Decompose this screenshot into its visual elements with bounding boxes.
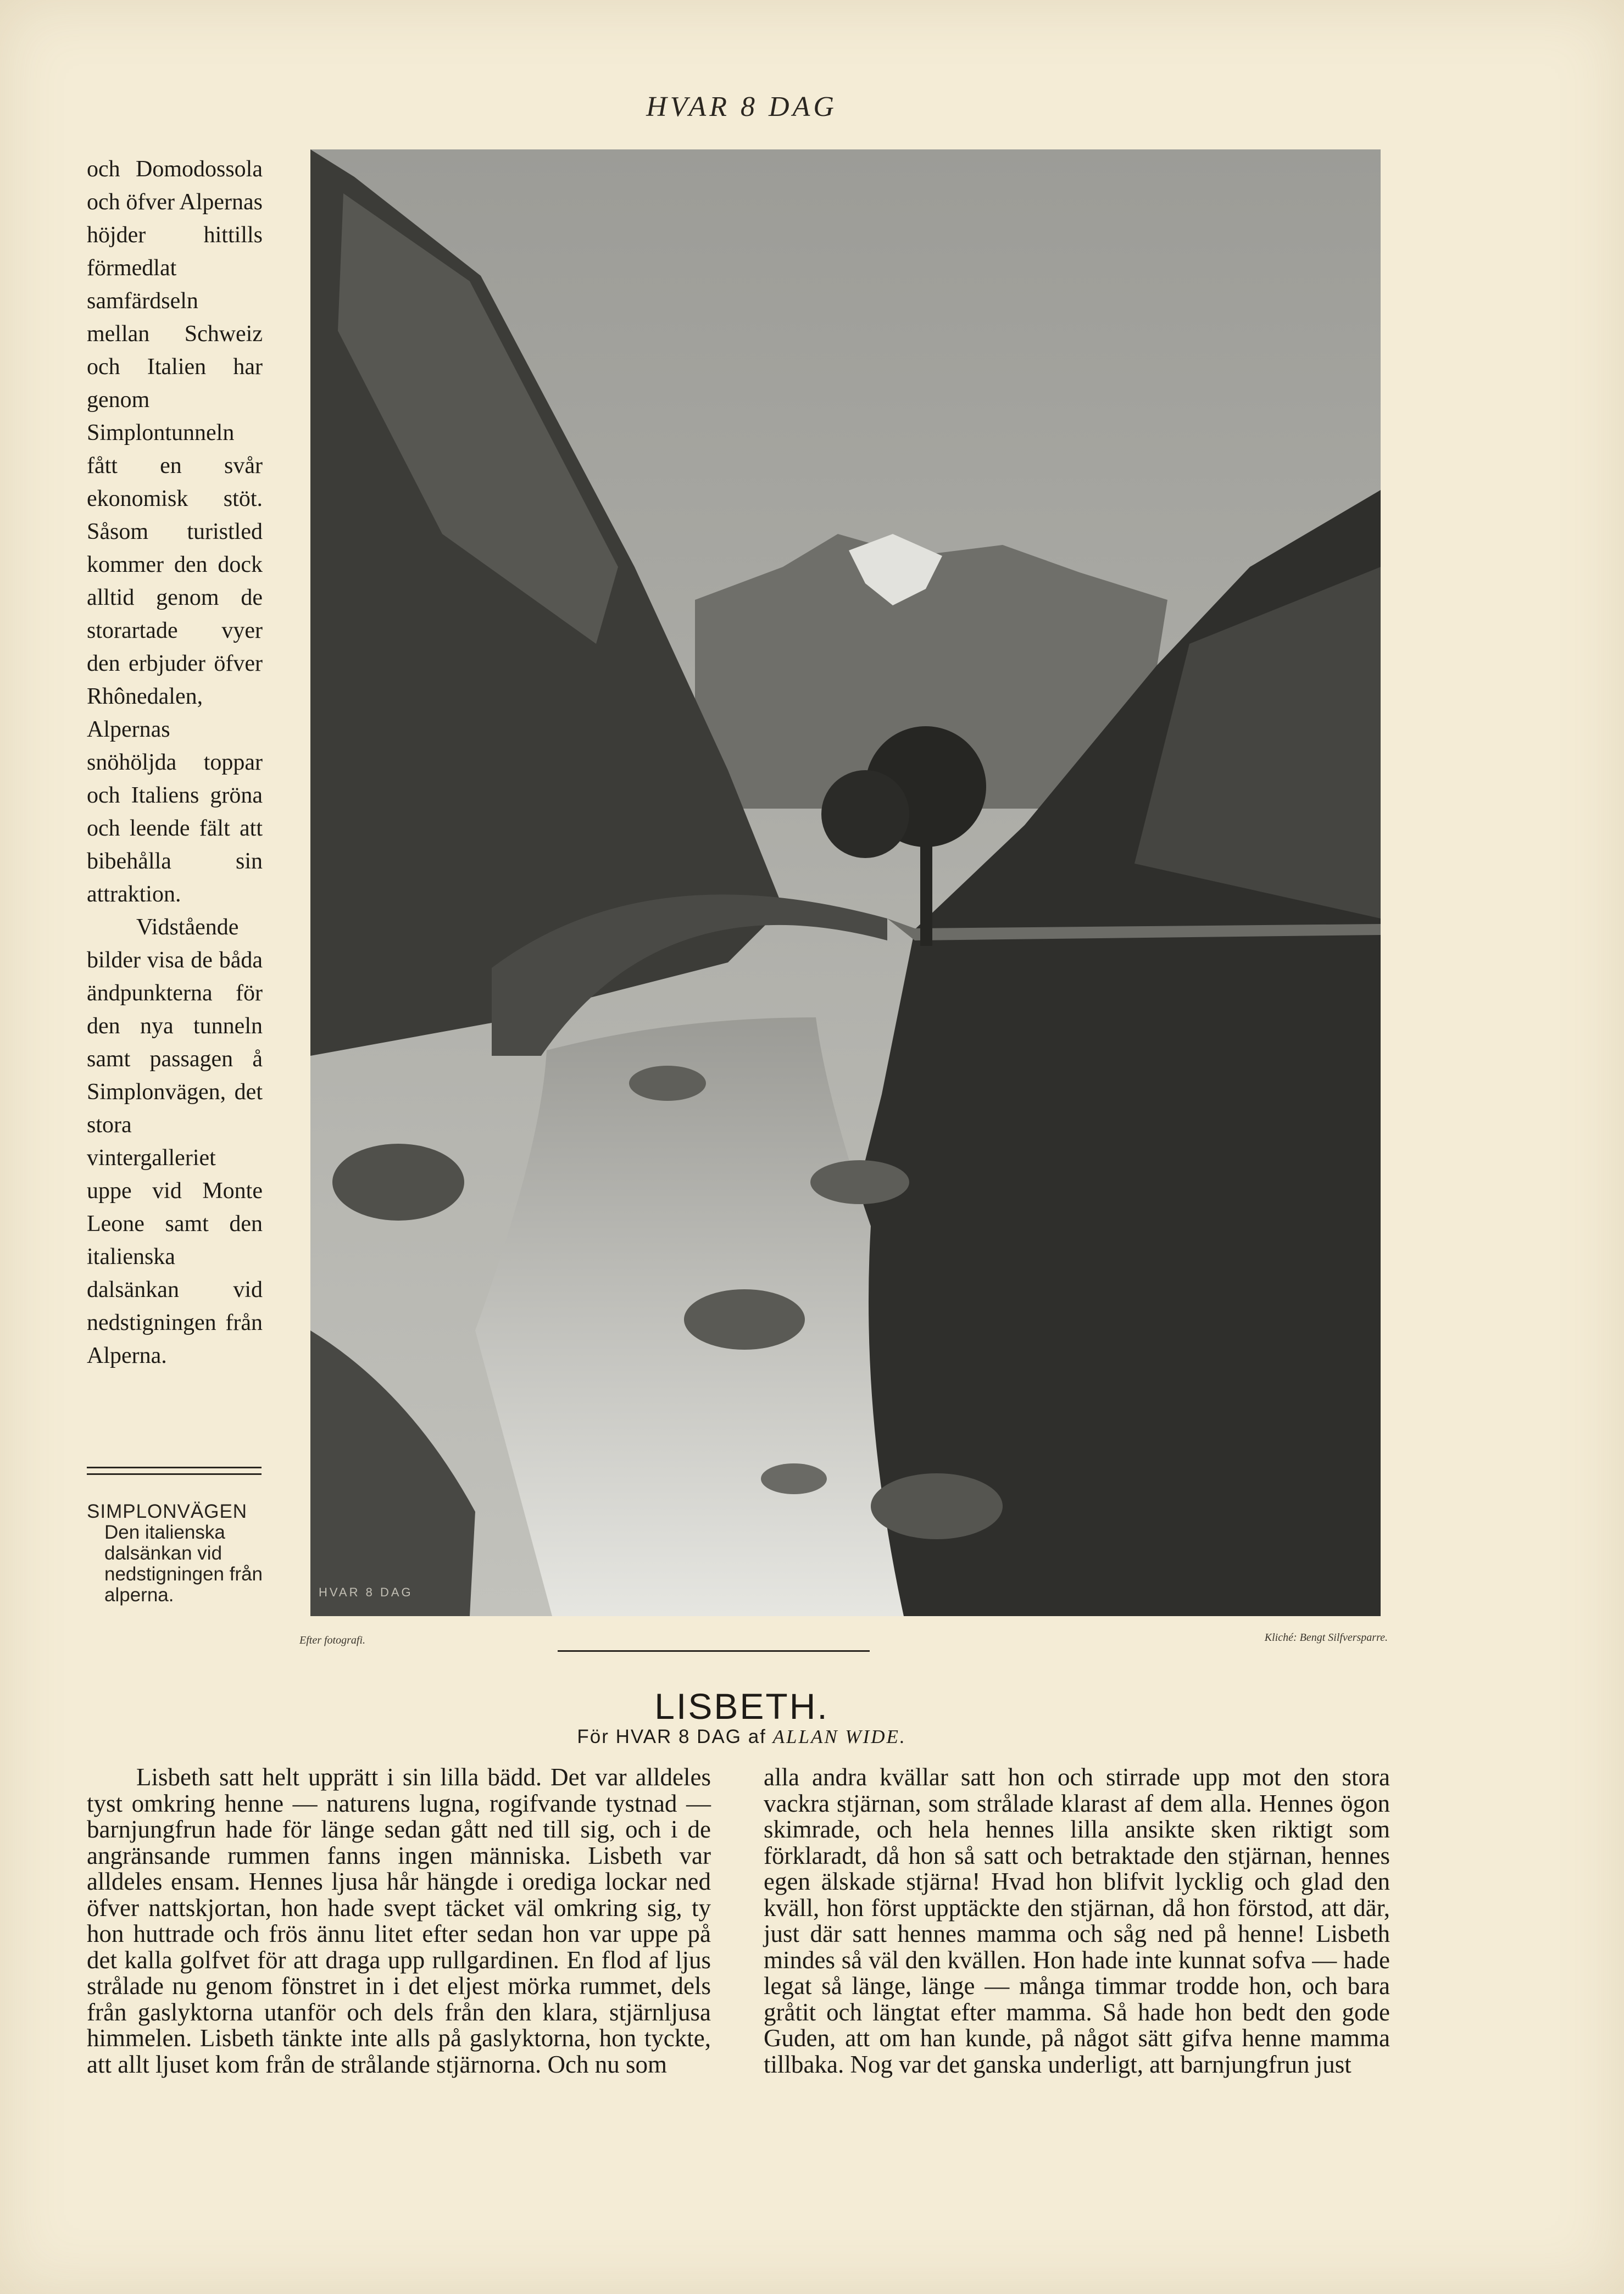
photo-watermark: HVAR 8 DAG (319, 1585, 413, 1599)
running-head: HVAR 8 DAG (646, 91, 837, 123)
story-paragraph: Lisbeth satt helt upprätt i sin lilla bädd. Det var alldeles tyst omkring henne — naturens lugna, rogifvande tystnad — barnjungfrun hade för länge sedan gått ned till sig, och i de angränsande rummen fanns ingen människa. Lisbeth var alldeles ensam. Hennes ljusa hår hängde i orediga lockar ned öfver nattskjortan, hon hade svept täcket väl omkring sig, ty hon huttrade och frös ännu litet efter sedan hon var uppe på det kalla golfvet för att draga upp rullgardinen. En flod af ljus strålade nu genom fönstret in i det eljest mörka rummet, dels från gaslyktorna utanför och dels från den klara, stjärnljusa himmelen. Lisbeth tänkte inte alls på gaslyktorna, hon tyckte, att allt ljuset kom från de strålande stjärnorna. Och nu som (87, 1763, 711, 2078)
author-name: ALLAN WIDE. (772, 1726, 906, 1747)
byline-prefix: För HVAR 8 DAG af (577, 1726, 766, 1747)
photo-caption (87, 1501, 263, 1606)
sidebar-text (87, 153, 263, 1372)
story-column-right (764, 1764, 1390, 2078)
story-title: LISBETH. (654, 1686, 829, 1727)
story-column-left (87, 1764, 711, 2078)
story-byline (0, 1726, 1483, 1748)
caption-title: SIMPLONVÄGEN (87, 1501, 248, 1522)
sidebar-paragraph: och Domodossola och öfver Alpernas höjder hittills förmedlat samfärdseln mellan Schweiz och Italien har genom Simplontunneln fått en svår ekonomisk stöt. Såsom turistled kommer den dock alltid genom de storartade vyer den erbjuder öfver Rhônedalen, Alpernas snöhöljda toppar och Italiens gröna och leende fält att bibehålla sin attraktion. (87, 157, 263, 907)
sidebar-paragraph: Vidstående bilder visa de båda ändpunkterna för den nya tunneln samt passagen å Simplonvägen, det stora vintergalleriet uppe vid Monte Leone samt den italienska dalsänkan vid nedstigningen från Alperna. (87, 915, 263, 1368)
sidebar-divider (87, 1473, 262, 1475)
mountain-valley-photo (310, 149, 1381, 1616)
photo-credit: Efter fotografi. (299, 1634, 365, 1646)
story-divider (558, 1650, 870, 1652)
photo-illustration (310, 149, 1381, 1616)
story-paragraph: alla andra kvällar satt hon och stirrade upp mot den stora vackra stjärnan, som strålade klarast af dem alla. Hennes ögon skimrade, och hela hennes lilla ansikte sken riktigt som förklaradt, då hon så satt och betraktade den stjärnan, hennes egen älskade stjärna! Hvad hon blifvit lycklig och glad den kväll, hon först upptäckte den stjärnan, då hon förstod, att där, just där satt hennes mamma och såg ned på henne! Lisbeth mindes så väl den kvällen. Hon hade inte kunnat sofva — hade legat så länge, länge — många timmar trodde hon, och bara gråtit och längtat efter mamma. Så hade hon bedt den gode Guden, att om han kunde, på något sätt gifva henne mamma tillbaka. Nog var det ganska underligt, att barnjungfrun just (764, 1763, 1390, 2078)
engraver-credit: Kliché: Bengt Silfversparre. (1264, 1632, 1388, 1644)
caption-text: Den italienska dalsänkan vid nedstigningen från alperna. (104, 1522, 263, 1606)
sidebar-divider (87, 1467, 262, 1468)
